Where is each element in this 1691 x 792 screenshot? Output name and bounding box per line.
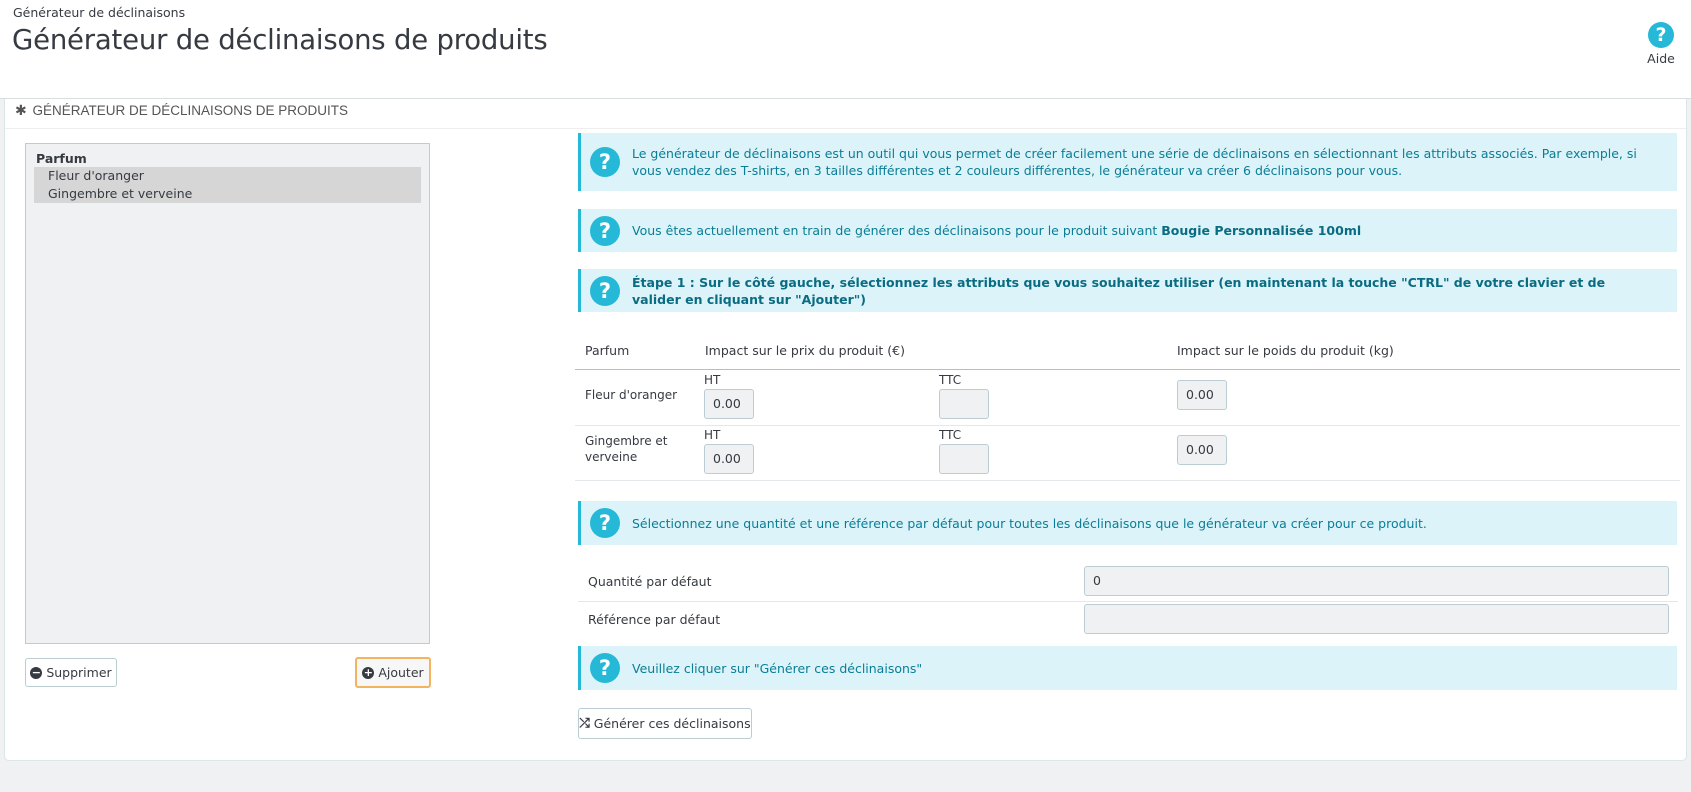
default-quantity-input[interactable]: 0 [1084,566,1669,596]
breadcrumb[interactable]: Générateur de déclinaisons [13,5,186,20]
question-icon: ? [1648,22,1674,48]
weight-input[interactable]: 0.00 [1177,380,1227,410]
ht-label: HT [704,428,721,442]
default-quantity-label: Quantité par défaut [588,574,712,589]
help-button[interactable] [1636,22,1686,66]
attribute-group-label: Parfum [36,151,87,166]
question-icon: ? [590,147,620,177]
delete-button[interactable] [25,658,117,687]
product-name: Bougie Personnalisée 100ml [1161,223,1362,238]
plus-circle-icon: + [363,665,373,679]
attribute-option[interactable]: Gingembre et verveine [34,185,421,203]
row-divider [578,601,1678,602]
row-divider [575,425,1680,426]
default-reference-input[interactable] [1084,604,1669,634]
add-button[interactable] [355,657,431,688]
step1-text: Étape 1 : Sur le côté gauche, sélectionnez les attributs que vous souhaitez utiliser (en maintenant la touche "CTRL" de votre clavier et de valider en cliquant sur "Ajouter") [632,274,1606,307]
row-divider [575,480,1680,481]
price-ht-input[interactable]: 0.00 [704,389,754,419]
alert-product-prefix: Vous êtes actuellement en train de générer des déclinaisons pour le produit suivant [632,223,1162,238]
generate-button-label: Générer ces déclinaisons [593,716,751,731]
minus-circle-icon: − [31,665,41,679]
question-icon: ? [590,508,620,538]
page-background [0,762,1691,792]
weight-input[interactable]: 0.00 [1177,435,1227,465]
impact-table [575,331,1680,481]
alert-text: Sélectionnez une quantité et une référence par défaut pour toutes les déclinaisons que le générateur va créer pour ce produit. [632,515,1427,531]
delete-button-label: Supprimer [46,665,112,680]
alert-text: Veuillez cliquer sur "Générer ces déclinaisons" [632,660,923,676]
price-ttc-input[interactable] [939,444,989,474]
alert-text: Le générateur de déclinaisons est un outil qui vous permet de créer facilement une série de déclinaisons en sélectionnant les attributs associés. Par exemple, si vous vendez des T-shirts, en 3 tailles différentes et 2 couleurs différentes, le générateur va créer 6 déclinaisons pour vous. [632,146,1637,178]
info-alert-defaults [578,501,1677,545]
info-alert-generate [578,646,1677,690]
info-alert-step1 [578,269,1677,312]
defaults-form [578,551,1678,631]
ttc-label: TTC [939,373,962,387]
page-header [0,0,1691,99]
row-attribute-name: Gingembre et [585,434,668,448]
alert-text [632,274,1677,308]
attribute-select-list[interactable] [25,143,430,644]
question-icon: ? [590,653,620,683]
question-icon: ? [590,216,620,246]
default-reference-label: Référence par défaut [588,612,721,627]
col-header-attribute: Parfum [585,343,630,358]
info-alert-product [578,209,1677,252]
row-attribute-name: Fleur d'oranger [585,388,678,402]
alert-text [632,222,1391,239]
asterisk-icon: ✱ [15,102,27,118]
price-ttc-input[interactable] [939,389,989,419]
col-header-weight: Impact sur le poids du produit (kg) [1177,343,1394,358]
generator-panel [4,99,1687,761]
table-header-divider [575,369,1680,370]
col-header-price: Impact sur le prix du produit (€) [705,343,905,358]
ttc-label: TTC [939,428,962,442]
price-ht-input[interactable]: 0.00 [704,444,754,474]
help-label: Aide [1647,51,1675,66]
add-button-label: Ajouter [378,665,424,680]
info-alert-intro [578,133,1677,191]
shuffle-icon: ⤮ [579,716,590,731]
question-icon: ? [590,276,620,306]
panel-heading [5,99,1686,129]
ht-label: HT [704,373,721,387]
panel-heading-text: GÉNÉRATEUR DE DÉCLINAISONS DE PRODUITS [32,103,349,118]
row-attribute-name-line2: verveine [585,450,638,464]
attribute-option[interactable]: Fleur d'oranger [34,167,421,185]
page-title: Générateur de déclinaisons de produits [12,24,548,56]
generate-combinations-button[interactable] [578,708,752,739]
